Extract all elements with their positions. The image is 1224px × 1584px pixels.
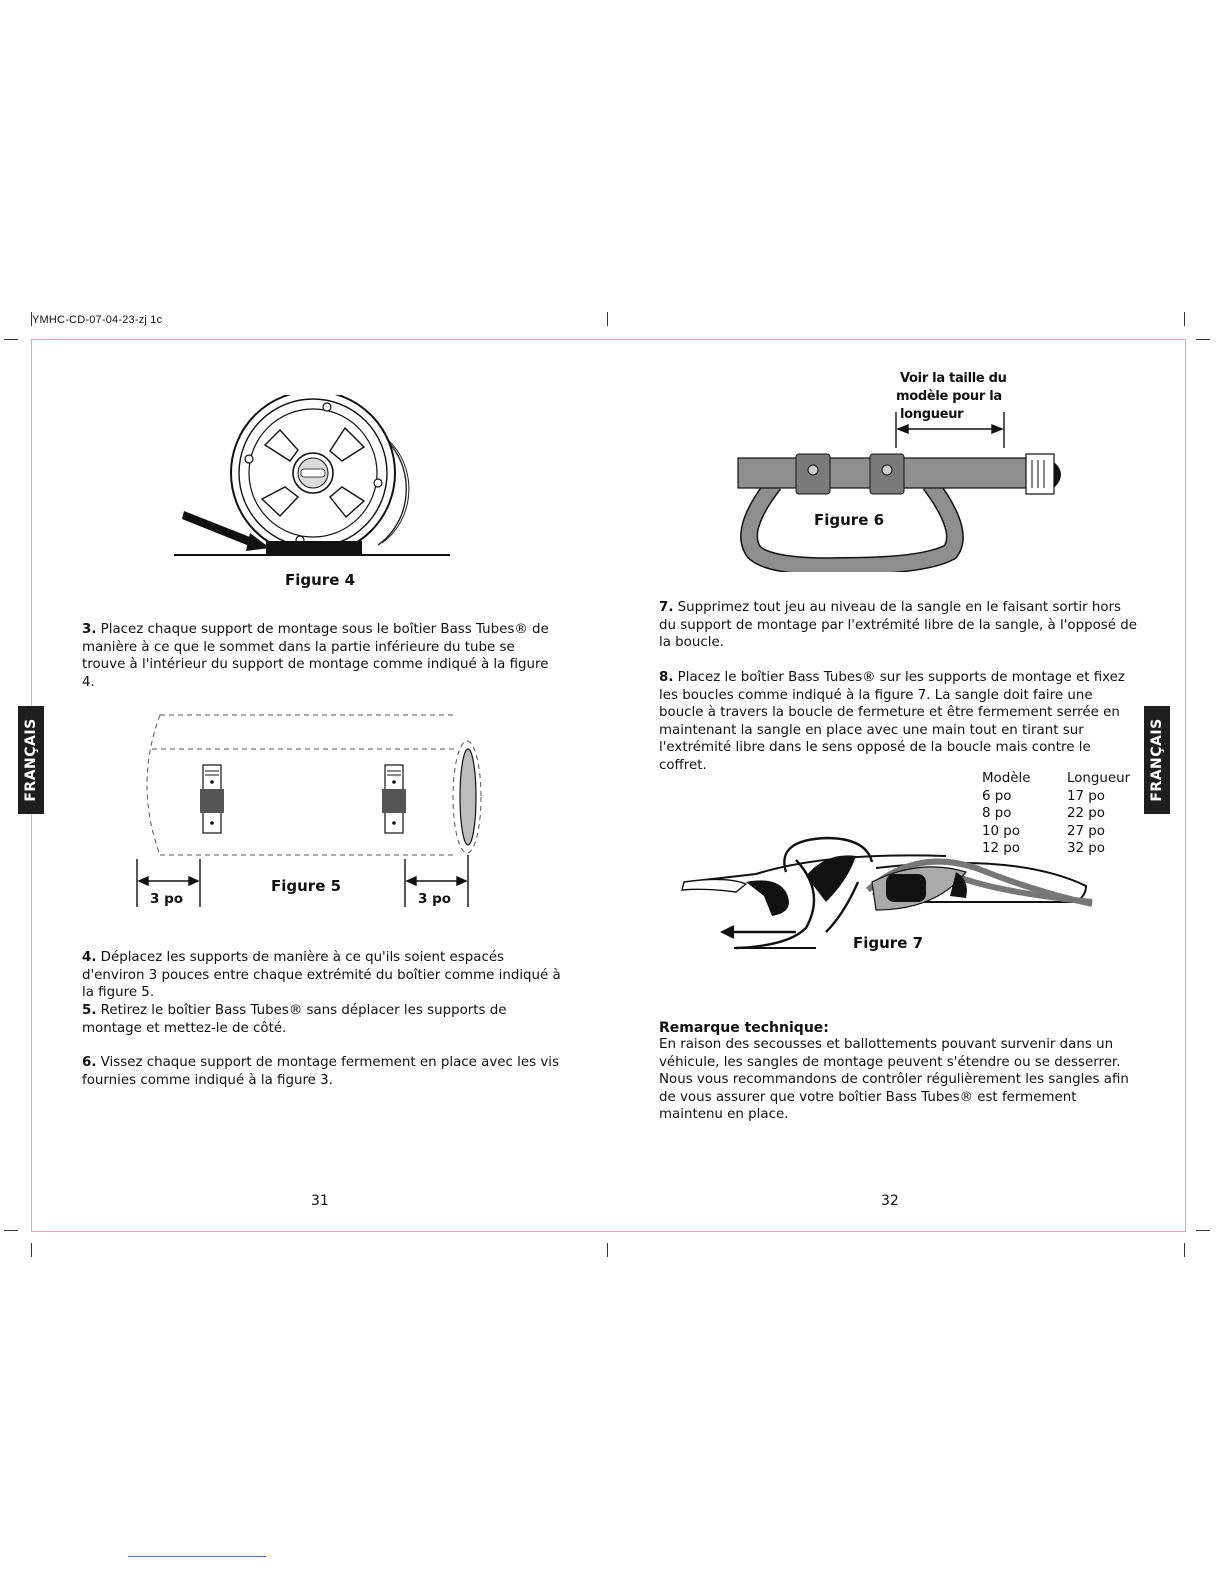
- technical-note-text: En raison des secousses et ballottements pouvant survenir dans un véhicule, les sangles de montage peuvent s'étendre ou se desserrer. Nous vous recommandons de contrôler régulièrement les sangles afin de vous assurer que votre boîtier Bass Tubes® est fermement maintenu en place.: [659, 1037, 1129, 1123]
- figure-5-dim-left: 3 po: [150, 891, 184, 907]
- crop-mark: [1184, 1243, 1185, 1257]
- technical-note-title: Remarque technique:: [659, 1020, 829, 1036]
- crop-mark: [1184, 312, 1185, 326]
- table-cell-length: 22 po: [1067, 806, 1105, 822]
- table-header-row: [982, 770, 1130, 788]
- step-8-text: Placez le boîtier Bass Tubes® sur les supports de montage et fixez les boucles comme indiqué à la figure 7. La sangle doit faire une boucle à travers la boucle de fermeture et être fermement serrée en maintenant la sangle en place avec une main tout en tirant sur l'extrémité libre dans le sens opposé de la boucle mais contre le coffret.: [659, 670, 1125, 773]
- table-cell-length: 17 po: [1067, 788, 1105, 804]
- step-5-paragraph: [82, 1002, 562, 1037]
- crop-mark: [4, 1230, 18, 1231]
- table-cell-model: 8 po: [982, 806, 1012, 822]
- step-3-number: 3.: [82, 622, 97, 637]
- language-tab-left: FRANÇAIS: [18, 706, 44, 814]
- crop-mark: [31, 1243, 32, 1257]
- step-7-paragraph: [659, 599, 1139, 652]
- table-cell-model: 10 po: [982, 823, 1020, 839]
- step-8-number: 8.: [659, 670, 674, 685]
- crop-mark: [1196, 339, 1210, 340]
- crop-mark: [31, 312, 32, 326]
- figure-6-label-line2: modèle pour la: [896, 389, 1002, 404]
- blue-rule: [128, 1556, 266, 1557]
- step-3-text: Placez chaque support de montage sous le boîtier Bass Tubes® de manière à ce que le sommet dans la partie inférieure du tube se trouve à l'intérieur du support de montage comme indiqué à la figure 4.: [82, 622, 549, 690]
- table-cell-model: 6 po: [982, 788, 1012, 804]
- step-7-text: Supprimez tout jeu au niveau de la sangle en le faisant sortir hors du support de montage par l'extrémité libre de la sangle, à l'opposé de la boucle.: [659, 600, 1138, 651]
- figure-4-illustration: [170, 395, 460, 565]
- print-slug: YMHC-CD-07-04-23-zj 1c: [32, 314, 163, 326]
- table-cell-length: 27 po: [1067, 823, 1105, 839]
- table-header-length: Longueur: [1067, 771, 1131, 786]
- step-6-text: Vissez chaque support de montage fermement en place avec les vis fournies comme indiqué à la figure 3.: [82, 1055, 559, 1088]
- table-header-model: Modèle: [982, 771, 1031, 786]
- figure-6-illustration: [734, 412, 1074, 572]
- step-5-number: 5.: [82, 1003, 97, 1018]
- step-7-number: 7.: [659, 600, 674, 615]
- step-4-text: Déplacez les supports de manière à ce qu'ils soient espacés d'environ 3 pouces entre chaque extrémité du boîtier comme indiqué à la figure 5.: [82, 950, 561, 1001]
- language-tab-right: FRANÇAIS: [1144, 706, 1170, 814]
- step-4-number: 4.: [82, 950, 97, 965]
- crop-mark: [607, 312, 608, 326]
- table-row: [982, 788, 1130, 806]
- crop-mark: [1196, 1230, 1210, 1231]
- step-5-text: Retirez le boîtier Bass Tubes® sans déplacer les supports de montage et mettez-le de côté.: [82, 1003, 507, 1036]
- step-6-paragraph: [82, 1054, 562, 1089]
- figure-7-caption: Figure 7: [853, 934, 924, 952]
- figure-6-label-line1: Voir la taille du: [900, 371, 1007, 386]
- step-6-number: 6.: [82, 1055, 97, 1070]
- page-number-left: 31: [311, 1193, 329, 1209]
- crop-mark: [4, 339, 18, 340]
- step-8-paragraph: [659, 669, 1139, 775]
- figure-5-dim-right: 3 po: [418, 891, 452, 907]
- table-cell-model: 12 po: [982, 841, 1020, 857]
- technical-note: [659, 1020, 1139, 1124]
- table-cell-length: 32 po: [1067, 841, 1105, 857]
- figure-6-caption: Figure 6: [814, 511, 885, 529]
- step-3-paragraph: [82, 621, 562, 691]
- step-4-paragraph: [82, 949, 562, 1002]
- crop-mark: [607, 1243, 608, 1257]
- figure-6-label-line3: longueur: [900, 407, 964, 422]
- page-number-right: 32: [881, 1193, 899, 1209]
- figure-5-caption: Figure 5: [271, 877, 342, 895]
- table-row: [982, 805, 1130, 823]
- figure-4-caption: Figure 4: [285, 571, 356, 589]
